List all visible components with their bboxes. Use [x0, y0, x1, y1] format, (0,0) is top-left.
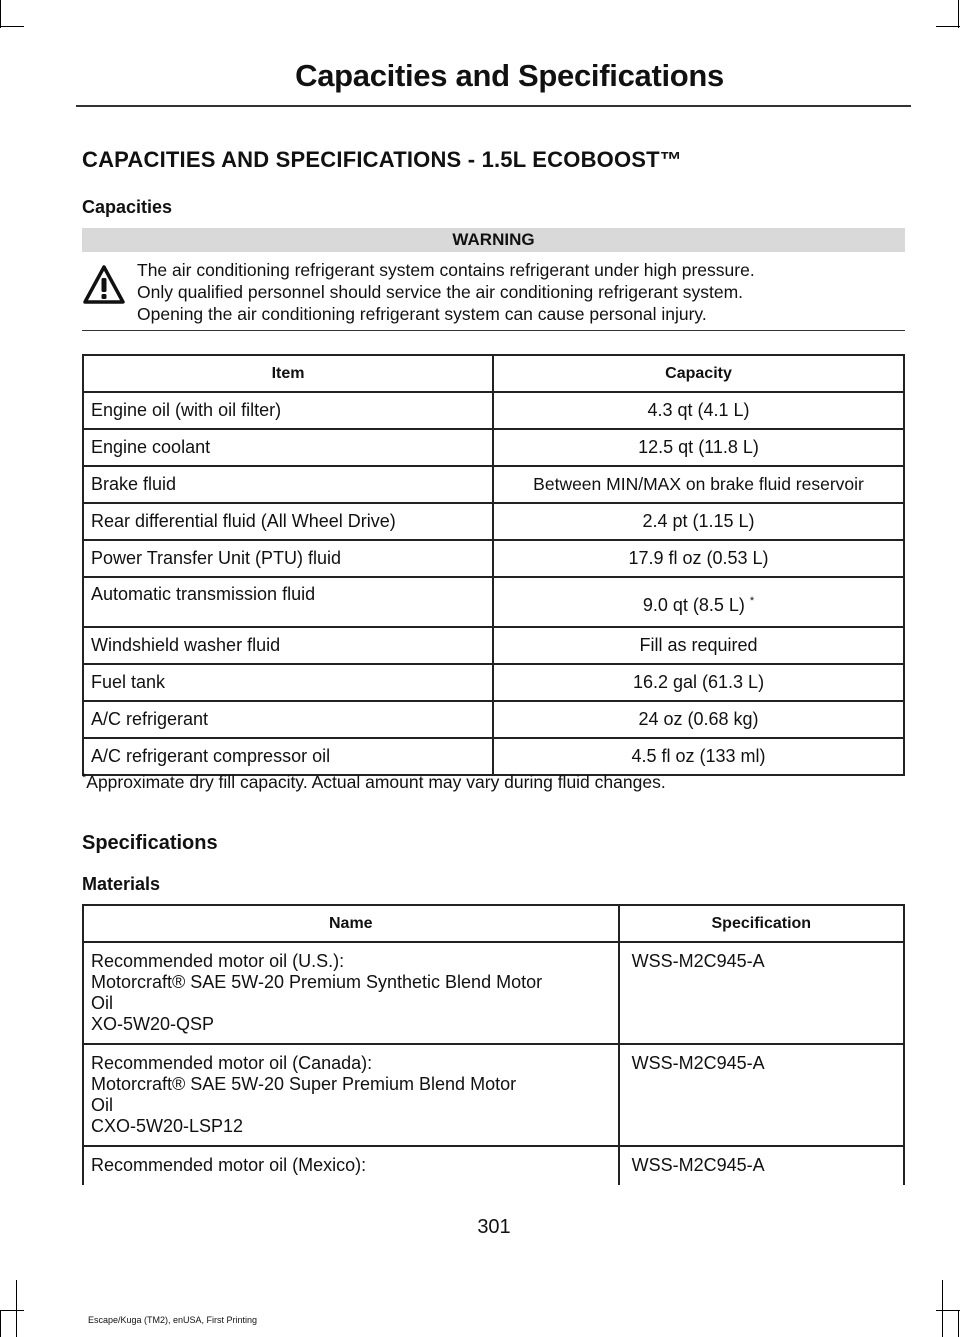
- footnote-text: Approximate dry fill capacity. Actual amount may vary during fluid changes.: [86, 772, 666, 792]
- capacity-cell: 12.5 qt (11.8 L): [493, 429, 904, 466]
- table-row: [83, 503, 904, 540]
- crop-mark: [0, 1310, 1, 1337]
- crop-mark: [936, 1310, 960, 1311]
- item-cell: Automatic transmission fluid: [83, 577, 493, 627]
- column-header-item: Item: [83, 355, 493, 392]
- item-cell: Engine oil (with oil filter): [83, 392, 493, 429]
- warning-banner: WARNING: [82, 228, 905, 252]
- warning-divider: [82, 330, 905, 331]
- footnote: [82, 772, 666, 793]
- capacity-table: [82, 354, 905, 776]
- item-cell: Power Transfer Unit (PTU) fluid: [83, 540, 493, 577]
- table-row: [83, 577, 904, 627]
- name-line: Recommended motor oil (U.S.):: [91, 951, 345, 971]
- crop-mark: [0, 26, 24, 27]
- spec-cell: WSS-M2C945-A: [619, 1044, 904, 1146]
- page-header-title: Capacities and Specifications: [295, 58, 724, 93]
- crop-mark: [0, 1310, 24, 1311]
- spec-cell: WSS-M2C945-A: [619, 1146, 904, 1185]
- warning-triangle-icon: [82, 264, 126, 306]
- table-row: [83, 429, 904, 466]
- column-header-name: Name: [83, 905, 619, 942]
- capacity-cell: Fill as required: [493, 627, 904, 664]
- column-header-capacity: Capacity: [493, 355, 904, 392]
- warning-line: Opening the air conditioning refrigerant system can cause personal injury.: [137, 304, 707, 324]
- table-row: [83, 738, 904, 775]
- crop-mark: [16, 1280, 17, 1337]
- materials-heading: Materials: [82, 874, 161, 894]
- specifications-heading: Specifications: [82, 832, 218, 854]
- name-cell: [83, 1146, 619, 1185]
- name-line: Motorcraft® SAE 5W-20 Super Premium Blend Motor: [91, 1074, 517, 1094]
- table-row: [83, 942, 904, 1044]
- materials-table: [82, 904, 905, 1185]
- name-cell: [83, 942, 619, 1044]
- warning-line: Only qualified personnel should service the air conditioning refrigerant system.: [137, 282, 744, 302]
- footer-text: Escape/Kuga (TM2), enUSA, First Printing: [88, 1315, 258, 1325]
- capacity-cell: 2.4 pt (1.15 L): [493, 503, 904, 540]
- header-divider: [76, 105, 911, 107]
- name-line: XO-5W20-QSP: [91, 1014, 215, 1034]
- name-line: Motorcraft® SAE 5W-20 Premium Synthetic Blend Motor: [91, 972, 543, 992]
- table-header-row: [83, 905, 904, 942]
- capacity-cell: 24 oz (0.68 kg): [493, 701, 904, 738]
- capacity-value: 9.0 qt (8.5 L): [642, 594, 745, 615]
- item-cell: A/C refrigerant compressor oil: [83, 738, 493, 775]
- name-line: Oil: [91, 1095, 113, 1115]
- name-line: Oil: [91, 993, 113, 1013]
- capacity-cell: 17.9 fl oz (0.53 L): [493, 540, 904, 577]
- name-line: CXO-5W20-LSP12: [91, 1116, 244, 1136]
- capacity-cell: 4.3 qt (4.1 L): [493, 392, 904, 429]
- table-row: [83, 466, 904, 503]
- item-cell: A/C refrigerant: [83, 701, 493, 738]
- name-line: Recommended motor oil (Mexico):: [91, 1155, 367, 1175]
- section-title: CAPACITIES AND SPECIFICATIONS - 1.5L ECOBOOST™: [82, 147, 682, 172]
- table-row: [83, 392, 904, 429]
- item-cell: Brake fluid: [83, 466, 493, 503]
- footnote-marker: *: [749, 594, 755, 607]
- crop-mark: [936, 26, 960, 27]
- item-cell: Rear differential fluid (All Wheel Drive): [83, 503, 493, 540]
- footnote-marker: *: [82, 772, 87, 785]
- table-header-row: [83, 355, 904, 392]
- table-row: [83, 540, 904, 577]
- name-line: Recommended motor oil (Canada):: [91, 1053, 373, 1073]
- column-header-specification: Specification: [619, 905, 904, 942]
- item-cell: Fuel tank: [83, 664, 493, 701]
- crop-mark: [958, 1310, 959, 1337]
- page-number: 301: [477, 1216, 511, 1238]
- table-row: [83, 664, 904, 701]
- table-row: [83, 1044, 904, 1146]
- capacity-cell: 16.2 gal (61.3 L): [493, 664, 904, 701]
- capacity-cell: [493, 577, 904, 627]
- crop-mark: [942, 1280, 943, 1337]
- crop-mark: [0, 0, 1, 28]
- table-row: [83, 701, 904, 738]
- item-cell: Windshield washer fluid: [83, 627, 493, 664]
- table-row: [83, 1146, 904, 1185]
- table-row: [83, 627, 904, 664]
- item-cell: Engine coolant: [83, 429, 493, 466]
- name-cell: [83, 1044, 619, 1146]
- warning-text: [137, 259, 897, 325]
- crop-mark: [958, 0, 959, 28]
- capacity-cell: 4.5 fl oz (133 ml): [493, 738, 904, 775]
- warning-line: The air conditioning refrigerant system contains refrigerant under high pressure.: [137, 260, 755, 280]
- capacity-cell: Between MIN/MAX on brake fluid reservoir: [493, 466, 904, 503]
- capacities-heading: Capacities: [82, 197, 173, 217]
- spec-cell: WSS-M2C945-A: [619, 942, 904, 1044]
